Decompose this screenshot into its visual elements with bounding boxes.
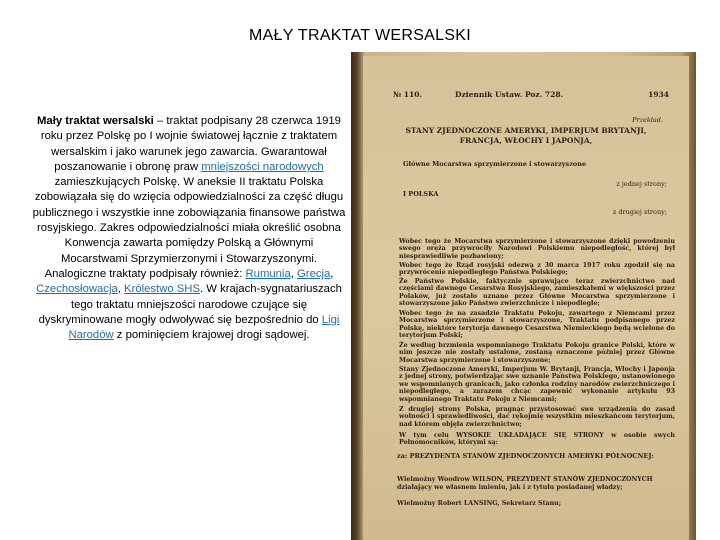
signatory-2: Wielmożny Robert LANSING, Sekretarz Stanu;: [397, 500, 562, 507]
link-league-of-nations[interactable]: Ligi Narodów: [68, 313, 340, 342]
document-year: 1934: [648, 90, 669, 99]
description-text: [30, 114, 348, 343]
separator: ,: [330, 267, 334, 280]
paragraph-1: Wobec tego że Mocarstwa sprzymierzone i stowarzyszone dzięki powodzeniu swego oręża przywróciły Narodowi Polskiemu niepodległość, której był niesprawiedliwie pozbawiony;: [399, 238, 675, 260]
scanned-document-image: [351, 52, 696, 540]
separator: ,: [117, 283, 125, 296]
document-page: [363, 56, 689, 540]
side-two: z drugiej strony;: [612, 208, 667, 216]
paragraph-8: W tym celu WYSOKIE UKŁADAJĄCE SIĘ STRONY w osobie swych Pełnomocników, którymi są:: [399, 432, 675, 447]
translation-mark: Przekład.: [632, 116, 663, 124]
after-shs-text: . W krajach-sygnatariuszach tego traktatu mniejszości narodowe czujące się dyskryminowane mogły odwoływać się bezpośrednio do: [38, 283, 342, 326]
side-one: z jednej strony;: [616, 180, 667, 188]
paragraph-2: Wobec tego że Rząd rosyjski odezwą z 30 marca 1917 roku zgodził się na przywrócenie niepodległego Państwa Polskiego;: [399, 262, 675, 277]
link-czechoslovakia[interactable]: Czechosłowacja: [36, 283, 118, 296]
outro-text: z pominięciem krajowej drogi sądowej.: [113, 329, 310, 342]
paragraph-6: Stany Zjednoczone Ameryki, Imperjum W. Brytanji, Francja, Włochy i Japonja z jednej strony, potwierdzając swe uznanie Państwa Polskiego, ustanowionego we wspomnianych granicach, jako członka rodziny narodów zwierzchniczego i niepodległego, a zarazem chcąc zapewnić wykonanie artykułu 93 wspomnianego Traktatu Pokoju z Niemcami;: [399, 366, 675, 403]
document-heading: STANY ZJEDNOCZONE AMERYKI, IMPERJUM BRYTANJI, FRANCJA, WŁOCHY I JAPONJA,: [405, 126, 647, 145]
paragraph-3: Że Państwo Polskie, faktycznie sprawujące teraz zwierzchnictwo nad częściami dawnego Cesarstwa Rosyjskiego, zamieszkałemi w większości przez Polaków, już zostało uznane przez Główne Mocarstwa sprzymierzone i stowarzyszone jako Państwo zwierzchnicze i niepodległe;: [399, 278, 675, 308]
and-poland: I POLSKA: [403, 190, 439, 198]
paragraph-7: Z drugiej strony Polska, pragnąc przystosować swe urządzenia do zasad wolności i sprawiedliwości, dać rękojmię wszystkim mieszkańcom terytorjum, nad którem objęła zwierzchnictwo;: [399, 406, 675, 428]
page-title: MAŁY TRAKTAT WERSALSKI: [248, 27, 472, 44]
link-romania[interactable]: Rumunia: [245, 267, 291, 280]
paragraph-4: Wobec tego że na zasadzie Traktatu Pokoju, zawartego z Niemcami przez Mocarstwa sprzymierzone i stowarzyszone, Traktatu podpisanego przez Polskę, niektóre terytorja dawnego Cesarstwa Niemieckiego będą wcielone do terytorjum Polski;: [399, 310, 675, 340]
journal-reference: Dziennik Ustaw. Poz. 728.: [455, 90, 564, 99]
document-number: № 110.: [393, 90, 423, 99]
powers-line: Główne Mocarstwa sprzymierzone i stowarzyszone: [403, 160, 587, 168]
intro-text: – traktat podpisany 28 czerwca 1919 roku przez Polskę po I wojnie światowej łącznie z traktatem wersalskim i jako warunek jego zawarcia. Gwarantował poszanowanie i obronę praw: [40, 115, 341, 173]
link-minorities[interactable]: mniejszości narodowych: [201, 160, 324, 173]
link-greece[interactable]: Grecja: [297, 267, 331, 280]
separator: ,: [290, 267, 298, 280]
link-kingdom-shs[interactable]: Królestwo SHS: [124, 283, 200, 296]
signatory-1: Wielmożny Woodrow WILSON, PREZYDENT STANÓW ZJEDNOCZONYCH działający we własnem imieniu, jak i z tytułu posiadanej władzy;: [397, 476, 653, 491]
mid-text: zamieszkujących Polskę. W aneksie II traktatu Polska zobowiązała się do wzięcia odpowiedzialności za część długu publicznego i wszystkie inne zobowiązania finansowe państwa rosyjskiego. Zakres odpowiedzialności miała określić osobna Konwencja zawarta pomiędzy Polską a Głównymi Mocarstwami Sprzymierzonymi i Stowarzyszonymi. Analogiczne traktaty podpisały również:: [32, 176, 346, 280]
president-line: za: PREZYDENTA STANÓW ZJEDNOCZONYCH AMERYKI PÓŁNOCNEJ:: [397, 452, 654, 460]
paragraph-5: Że według brzmienia wspomnianego Traktatu Pokoju granice Polski, które w nim jeszcze nie zostały ustalone, zostaną oznaczone później przez Główne Mocarstwa sprzymierzone i stowarzyszone;: [399, 342, 675, 364]
term-bold: Mały traktat wersalski: [37, 115, 154, 127]
